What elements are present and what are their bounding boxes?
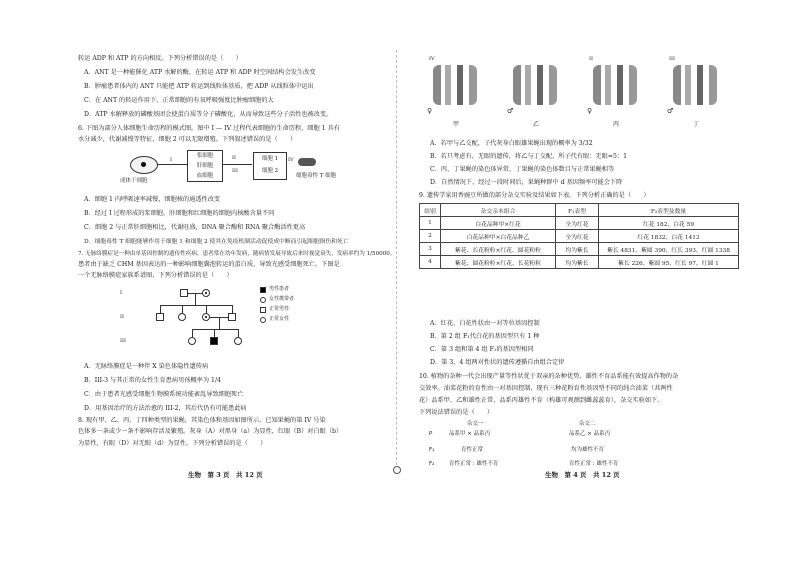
table-cell: 全为红花 [556, 217, 599, 230]
text-line: 转运 ADP 和 ATP 的方向相反。下列分析错误的是（ ） [78, 55, 242, 62]
option-a: A．红花、白花性状由一对等位基因控制 [430, 320, 540, 327]
cross-1-parents: 品系甲 × 品系丙 [449, 431, 491, 437]
table-cell: 红花 182、白花 59 [599, 217, 739, 230]
karyotype-ding [659, 55, 729, 130]
table-row [420, 243, 739, 256]
question-9: 9. 遗传学家用香豌豆所做的部分杂交实验及结果如下表。下列分析正确的是（ ） [419, 192, 650, 199]
cell-blood: 血细胞 [196, 173, 214, 179]
generation-f2: F₂ [429, 461, 435, 467]
question-8: 8. 现有甲、乙、丙、丁四种类型的果蝇，其染色体和基因如图所示。已知果蝇的第 IV 号染 [78, 417, 326, 424]
descent-line [238, 329, 239, 337]
female-symbol: ♀ [427, 107, 433, 115]
table-header: 杂交亲本组合 [441, 204, 556, 217]
option-b: B．若只考虑有、无眼的遗传，将乙与丁交配，所子代有眼：无眼=5：1 [430, 153, 628, 160]
cross-1-f2: 育性正常 : 雄性不育 [449, 461, 499, 467]
sibship-line [192, 329, 238, 330]
question-8-cont: 为显性，有眼（D）对无眼（d）为显性。下列分析错误的是（ ） [78, 440, 267, 447]
sibship-line [160, 305, 232, 306]
table-cell: 全为红花 [556, 230, 599, 243]
option-c: C．在 ANT 的转运作用下，正常细胞的有氧呼吸强度比肿瘤细胞的大 [84, 97, 274, 104]
cell-plasma: 浆细胞 [196, 153, 214, 159]
legend-normal-female-icon [260, 317, 266, 323]
question-7-cont: 一个无脉络膜症家族系谱图，下列分析错误的是（ ） [78, 272, 233, 279]
normal-male-symbol [228, 313, 236, 321]
t-cell-label: 细胞毒性 T 细胞 [296, 173, 337, 179]
descent-line [195, 293, 196, 305]
table-cell: 均为紫长 [556, 243, 599, 256]
generation-2: II [120, 314, 124, 320]
descent-line [219, 317, 220, 329]
table-header: F₁表型 [556, 204, 599, 217]
t-cell-icon [298, 158, 316, 166]
generation-f1: F₁ [429, 447, 435, 453]
affected-male-symbol [210, 337, 218, 345]
normal-female-symbol [234, 337, 242, 345]
table-cell: 2 [420, 230, 441, 243]
process-label-4: IV [288, 157, 294, 163]
table-header: 组别 [420, 204, 441, 217]
arrow-line [157, 164, 187, 165]
option-c: C．第 3 组和第 4 组 F₁的基因型相同 [430, 346, 534, 353]
option-a: A．若甲与乙交配，子代灰身白眼雄果蝇出现的概率为 3/32 [430, 140, 593, 147]
option-b: B．第 2 组 F₁代白花的基因型只有 1 种 [430, 333, 540, 340]
process-label-2: II [232, 155, 236, 161]
generation-p: P [429, 431, 433, 437]
option-d: D．自然情况下，经过一段时间后，果蝇种群中 d 基因频率可能会下降 [430, 179, 623, 186]
option-a: A．ANT 是一种能催化 ATP 水解的酶，在转运 ATP 和 ADP 时空间结构会发生改变 [84, 69, 316, 76]
table-row [420, 256, 739, 269]
legend-label: 正常男性 [269, 306, 290, 312]
cell-lifecycle-diagram [120, 150, 350, 190]
table-cell: 白花品种甲×红花 [441, 217, 556, 230]
karyotype-bing [579, 55, 649, 130]
normal-female-symbol [188, 337, 196, 345]
question-6: 6. 下图为部分人体细胞生命历程的模式图。图中 I — IV 过程代表细胞的生命历程，细胞 1 具有 [78, 125, 340, 132]
question-7-cont: 患者由于缺乏 CHM 基因表达的一种影响细胞囊泡转运的蛋白质，导致光感受细胞死亡。下图是 [78, 261, 340, 268]
cross-experiment-table [419, 203, 739, 269]
descent-line [192, 329, 193, 337]
legend-normal-male-icon [260, 307, 266, 313]
stem-cell-label: 成体干细胞 [120, 178, 148, 184]
karyotype-jia [419, 55, 489, 130]
legend-label: 女性携带者 [269, 296, 295, 302]
generation-1: I [120, 290, 122, 296]
option-d: D．用基因治疗的方法治愈的 III-2，其后代仍有可能患此病 [84, 405, 247, 412]
table-cell: 红花 1832、白花 1413 [599, 230, 739, 243]
descent-line [232, 305, 233, 313]
chromosome-set-icon [433, 65, 477, 105]
question-7: 7. 无脉络膜症是一种由单基因控制的遗传性疾病，患者常在幼年发病，随病情发展导致后来时视觉衰失，发病率约为 1/50000。 [78, 251, 396, 257]
table-header: F₂表型及数量 [599, 204, 739, 217]
cross-diagram [429, 420, 669, 470]
type-label-ding: 丁 [693, 121, 700, 128]
cell-1-label: 细胞 1 [261, 156, 279, 162]
stem-cell-nucleus-icon [141, 162, 146, 167]
chromosome-set-icon [673, 65, 717, 105]
option-b: B．III-3 与其正常的女性生育患病男孩概率为 1/4 [84, 377, 221, 384]
normal-female-symbol [178, 313, 186, 321]
option-a: A．细胞 1 内呼吸速率减慢，细胞核的通透性改变 [84, 196, 221, 203]
option-d: D．ATP 水解释放的磷酸基团会使蛋白质等分子磷酸化，从而导致这些分子活性也被改变。 [84, 111, 333, 118]
option-c: C．细胞 2 与正常肝细胞相比，代谢旺盛，DNA 聚合酶和 RNA 聚合酶活性更高 [84, 224, 306, 231]
type-label-jia: 甲 [453, 121, 460, 128]
table-cell: 1 [420, 217, 441, 230]
question-10-cont: 下列说法错误的是（ ） [419, 409, 494, 416]
descent-line [206, 305, 207, 313]
table-cell: 白花品种甲×白花品种乙 [441, 230, 556, 243]
table-cell: 紫花、圆花粉粒×红花、长花粉粒 [441, 256, 556, 269]
cell-2-label: 细胞 2 [261, 168, 279, 174]
legend-carrier-female-icon [260, 297, 266, 303]
normal-male-symbol [156, 313, 164, 321]
option-d: D．第 3、4 组两对性状的遗传遵循自由组合定律 [430, 359, 565, 366]
process-label-1: I [170, 157, 172, 163]
table-row [420, 230, 739, 243]
descent-line [182, 305, 183, 313]
table-cell: 3 [420, 243, 441, 256]
legend-affected-male-icon [260, 287, 266, 293]
option-b: B．经过 I 过程形成的浆细胞，肝细胞和红细胞的细胞内核酸含量不同 [84, 210, 275, 217]
karyotype-yi [499, 55, 569, 130]
table-cell: 紫长 4831、紫圆 390、红长 393、红圆 1338 [599, 243, 739, 256]
karyotype-figure [419, 55, 749, 130]
carrier-female-symbol [202, 313, 210, 321]
right-page [397, 0, 794, 561]
page-footer: 生物 第 3 页 共 12 页 [188, 471, 263, 479]
chromosome-set-icon [593, 65, 637, 105]
cross-2-f1: 均为雄性不育 [571, 447, 605, 453]
chromosome-label: III [669, 56, 675, 62]
table-row [420, 217, 739, 230]
table-header-row [420, 204, 739, 217]
option-b: B．肿瘤患者体内的 ANT 只能把 ATP 转运到线粒体基质，把 ADP 从线粒体中运出 [84, 83, 314, 90]
normal-male-symbol [180, 289, 188, 297]
question-10-cont: 花）品系甲、乙和雄性正常，品系丙雄性不育（构雄可观测到雌蕊蕊育），杂交实验如下。 [419, 397, 664, 404]
cross-2-parents: 品系乙 × 品系丙 [569, 431, 611, 437]
type-label-yi: 乙 [533, 121, 540, 128]
male-symbol: ♂ [507, 107, 514, 115]
carrier-female-symbol [202, 289, 210, 297]
chromosome-label: IV [429, 56, 435, 62]
cross-1-f1: 育性正常 [461, 447, 484, 453]
question-8-cont: 色体多一条或少一条不影响存活及繁殖。灰身（A）对黑身（a）为显性，红眼（B）对白眼（b） [78, 428, 343, 435]
descent-line [214, 329, 215, 337]
option-d: D．细胞毒性 T 细胞能够作用于细胞 1 和细胞 2 使其在免疫机制活动促使成中断而引起细胞损伤和死亡 [84, 239, 349, 245]
table-cell: 均为紫长 [556, 256, 599, 269]
legend-label: 男性患者 [269, 286, 290, 292]
option-c: C．由于患者光感受细胞生物膜系统功能紊乱导致细胞死亡 [84, 391, 244, 398]
type-label-bing: 丙 [613, 121, 620, 128]
result-cells-box [253, 152, 287, 180]
process-label-3: III [232, 168, 238, 174]
chromosome-set-icon [513, 65, 557, 105]
cross-2-title: 杂交二 [579, 421, 596, 427]
cell-liver: 肝细胞 [196, 163, 214, 169]
table-cell: 4 [420, 256, 441, 269]
page-footer: 生物 第 4 页 共 12 页 [545, 471, 620, 479]
table-cell: 紫长 226、紫圆 95、红长 97、红圆 1 [599, 256, 739, 269]
arrow-line [222, 164, 252, 165]
legend-label: 正常女性 [269, 316, 290, 322]
pedigree-chart [120, 285, 320, 360]
cells-box [187, 150, 223, 182]
question-10: 10. 植物的杂种一代会出现产量等性状优于双亲的杂种优势，雄性不育品系能有效提高作物的杂 [419, 373, 679, 380]
descent-line [160, 305, 161, 313]
question-6-cont: 水分减少，代谢减慢等特征，细胞 2 可以无限增殖。下列叙述错误的是（ ） [78, 136, 297, 143]
option-a: A．无脉络膜症是一种伴 X 染色体隐性遗传病 [84, 363, 209, 370]
female-symbol: ♀ [587, 107, 593, 115]
cross-1-title: 杂交一 [467, 421, 484, 427]
table-cell: 紫花、长花粉粒×红花、圆花粉粒 [441, 243, 556, 256]
chromosome-label: II [589, 56, 593, 62]
male-symbol: ♂ [667, 107, 674, 115]
question-10-cont: 交效率。油菜花粉的育性由一对基因控制，现有三种花粉育性基因型不同的纯合油菜（共两性 [419, 385, 673, 392]
generation-3: III [120, 338, 126, 344]
cross-2-f2: 育性正常 : 雄性不育 [569, 461, 619, 467]
option-c: C．丙、丁果蝇的染色体异常，丁果蝇的染色体数目与正常果蝇相等 [430, 166, 615, 173]
